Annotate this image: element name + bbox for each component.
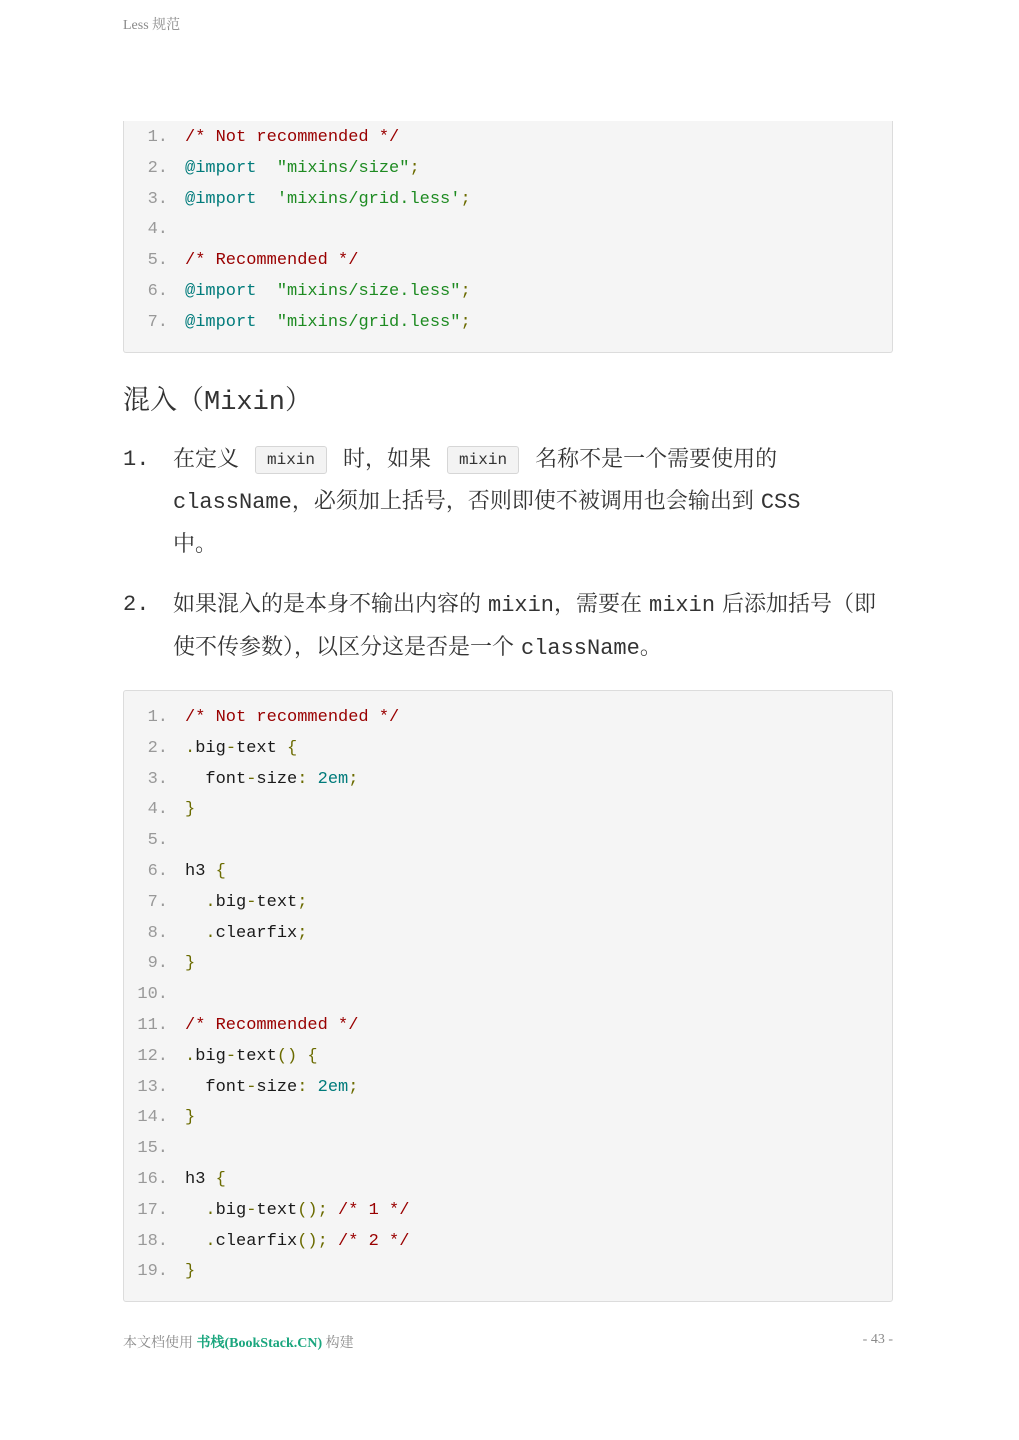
inline-code: CSS bbox=[760, 490, 801, 515]
code-text: } bbox=[185, 954, 196, 974]
line-number: 6. bbox=[147, 281, 168, 301]
line-number: 17. bbox=[137, 1200, 168, 1220]
code-text: @import "mixins/size.less"; bbox=[185, 281, 471, 301]
inline-code-chip: mixin bbox=[447, 446, 519, 474]
list-text: 名称不是一个需要使用的 bbox=[535, 447, 778, 472]
list-item bbox=[123, 584, 893, 670]
footer-text: 本文档使用 bbox=[123, 1336, 197, 1351]
heading-close: ） bbox=[285, 385, 313, 416]
code-line bbox=[124, 154, 892, 185]
line-number: 4. bbox=[147, 220, 168, 240]
footer-text: 构建 bbox=[322, 1336, 354, 1351]
line-number: 1. bbox=[147, 128, 168, 147]
line-number: 18. bbox=[137, 1231, 168, 1251]
line-number: 9. bbox=[147, 954, 168, 974]
code-line bbox=[124, 185, 892, 216]
code-text: font-size: 2em; bbox=[185, 1077, 359, 1097]
list-text: 如果混入的是本身不输出内容的 bbox=[173, 592, 488, 617]
footer-credit bbox=[123, 1332, 354, 1352]
list-number: 2. bbox=[123, 592, 150, 617]
line-number: 19. bbox=[137, 1262, 168, 1282]
footer-brand-link[interactable]: 书栈(BookStack.CN) bbox=[196, 1336, 323, 1351]
heading-code: Mixin bbox=[204, 388, 286, 418]
inline-code: mixin bbox=[488, 593, 555, 618]
line-number: 15. bbox=[137, 1139, 168, 1159]
line-number: 13. bbox=[137, 1077, 168, 1097]
line-number: 10. bbox=[137, 985, 168, 1005]
line-number: 4. bbox=[147, 800, 168, 820]
code-text: } bbox=[185, 1262, 196, 1282]
list-text: 。 bbox=[639, 635, 662, 660]
line-number: 16. bbox=[137, 1169, 168, 1189]
line-number: 3. bbox=[147, 769, 168, 789]
list-text: 在定义 bbox=[173, 447, 240, 472]
code-text: font-size: 2em; bbox=[185, 769, 359, 789]
section-heading bbox=[123, 378, 312, 418]
list-text: 后添加括号（即使不传参数），以区分这是否是一个 bbox=[173, 592, 877, 660]
line-number: 11. bbox=[137, 1015, 168, 1035]
page-number: - 43 - bbox=[862, 1332, 893, 1347]
code-text: .big-text; bbox=[185, 892, 308, 912]
code-line bbox=[124, 1196, 892, 1227]
code-line bbox=[124, 734, 892, 765]
line-number: 12. bbox=[137, 1046, 168, 1066]
code-line bbox=[124, 1165, 892, 1196]
code-text: /* Recommended */ bbox=[185, 1015, 359, 1035]
line-number: 5. bbox=[147, 251, 168, 271]
code-block-mixins bbox=[123, 690, 893, 1302]
code-line bbox=[124, 919, 892, 950]
list-number: 1. bbox=[123, 447, 150, 472]
code-text: .big-text() { bbox=[185, 1046, 318, 1066]
line-number: 7. bbox=[147, 892, 168, 912]
line-number: 14. bbox=[137, 1108, 168, 1128]
code-line bbox=[124, 703, 892, 734]
code-text: @import "mixins/grid.less"; bbox=[185, 312, 471, 332]
code-text: .clearfix; bbox=[185, 923, 308, 943]
code-line bbox=[124, 1103, 892, 1134]
code-line bbox=[124, 1011, 892, 1042]
running-header: Less 规范 bbox=[123, 18, 181, 33]
code-line bbox=[124, 1257, 892, 1288]
code-line bbox=[124, 795, 892, 826]
list-text: ，需要在 bbox=[554, 592, 650, 617]
code-text: /* Recommended */ bbox=[185, 251, 359, 271]
code-line bbox=[124, 1042, 892, 1073]
code-line bbox=[124, 949, 892, 980]
code-text: .clearfix(); /* 2 */ bbox=[185, 1231, 410, 1251]
list-text: 中。 bbox=[173, 532, 218, 557]
code-text: /* Not recommended */ bbox=[185, 708, 400, 727]
code-text: h3 { bbox=[185, 861, 226, 881]
code-line bbox=[124, 980, 892, 1011]
code-line bbox=[124, 765, 892, 796]
code-text: } bbox=[185, 1108, 196, 1128]
code-line bbox=[124, 888, 892, 919]
code-line bbox=[124, 857, 892, 888]
code-line bbox=[124, 1073, 892, 1104]
code-line bbox=[124, 1227, 892, 1258]
code-line bbox=[124, 308, 892, 339]
inline-code: className bbox=[521, 636, 640, 661]
line-number: 5. bbox=[147, 831, 168, 851]
code-line bbox=[124, 1134, 892, 1165]
inline-code: mixin bbox=[649, 593, 716, 618]
list-text: 时，如果 bbox=[343, 447, 432, 472]
code-text: .big-text(); /* 1 */ bbox=[185, 1200, 410, 1220]
code-line bbox=[124, 123, 892, 154]
code-line bbox=[124, 277, 892, 308]
line-number: 6. bbox=[147, 861, 168, 881]
line-number: 7. bbox=[147, 312, 168, 332]
list-item bbox=[123, 439, 893, 566]
code-text: .big-text { bbox=[185, 738, 298, 758]
line-number: 2. bbox=[147, 158, 168, 178]
line-number: 2. bbox=[147, 738, 168, 758]
code-text: @import "mixins/size"; bbox=[185, 158, 420, 178]
code-line bbox=[124, 826, 892, 857]
code-text: @import 'mixins/grid.less'; bbox=[185, 189, 471, 209]
heading-cn: 混入（ bbox=[123, 385, 204, 416]
code-text: /* Not recommended */ bbox=[185, 128, 400, 147]
inline-code-chip: mixin bbox=[255, 446, 327, 474]
inline-code: className bbox=[173, 490, 292, 515]
line-number: 3. bbox=[147, 189, 168, 209]
line-number: 8. bbox=[147, 923, 168, 943]
code-text: h3 { bbox=[185, 1169, 226, 1189]
list-text: ，必须加上括号，否则即使不被调用也会输出到 bbox=[291, 489, 761, 514]
line-number: 1. bbox=[147, 708, 168, 727]
code-line bbox=[124, 215, 892, 246]
code-text: } bbox=[185, 800, 196, 820]
code-block-imports bbox=[123, 121, 893, 353]
code-line bbox=[124, 246, 892, 277]
